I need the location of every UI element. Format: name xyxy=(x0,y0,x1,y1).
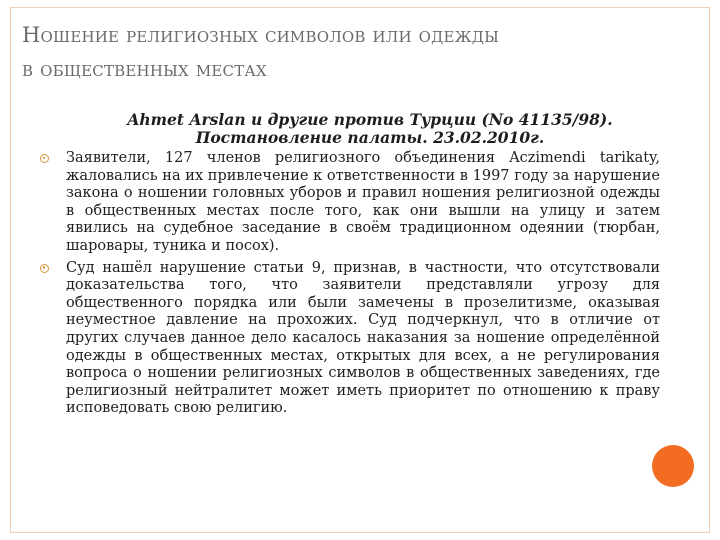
slide-title xyxy=(22,18,682,86)
bullet-text: Суд нашёл нарушение статьи 9, признав, в частности, что отсутствовали доказательства того, что заявители представляли угрозу для общественного порядка или были замечены в прозелитизме, оказывая неуместное давление на прохожих. Суд подчеркнул, что в отличие от других случаев данное дело касалось наказания за ношение определённой одежды в общественных местах, открытых для всех, а не регулирования вопроса о ношении религиозных символов в общественных заведениях, где религиозный нейтралитет может иметь приоритет по отношению к праву исповедовать свою религию. xyxy=(66,259,660,417)
bullet-list xyxy=(40,150,660,422)
slide-title-line-2: в общественных местах xyxy=(22,57,267,81)
frame-top-border xyxy=(10,7,710,8)
slide-title-line-1: Ношение религиозных символов или одежды xyxy=(22,23,500,47)
bullet-item-court-finding xyxy=(40,260,660,418)
bullet-ring-icon xyxy=(40,264,49,273)
case-heading xyxy=(80,111,660,147)
orange-circle-decoration xyxy=(652,445,694,487)
bullet-ring-icon xyxy=(40,154,49,163)
frame-left-border xyxy=(10,7,11,533)
frame-right-border xyxy=(709,7,710,533)
bullet-item-applicants xyxy=(40,150,660,256)
bullet-text: Заявители, 127 членов религиозного объединения Aczimendi tarikaty, жаловались на их привлечение к ответственности в 1997 году за нарушение закона о ношении головных уборов и правил ношения религиозной одежды в общественных местах после того, как они вышли на улицу и затем явились на судебное заседание в своём традиционном одеянии (тюрбан, шаровары, туника и посох). xyxy=(66,150,660,254)
case-heading-line-1: Ahmet Arslan и другие против Турции (No 41135/98). xyxy=(127,110,613,129)
case-heading-line-2: Постановление палаты. 23.02.2010г. xyxy=(195,128,545,147)
frame-bottom-border xyxy=(10,532,710,533)
